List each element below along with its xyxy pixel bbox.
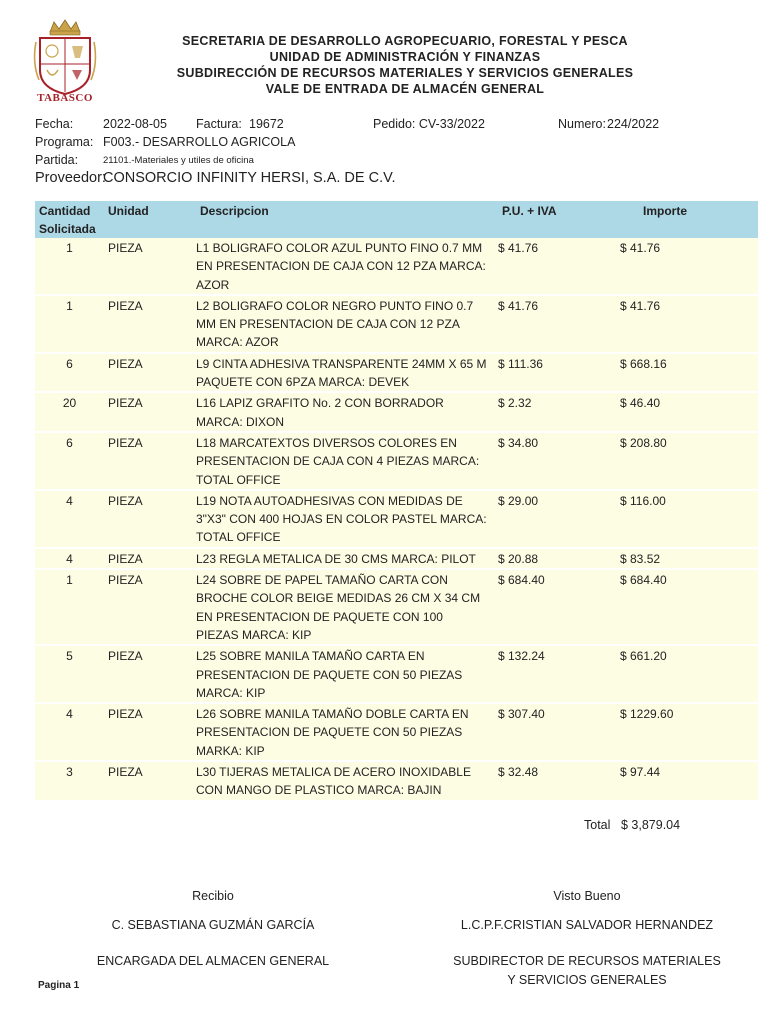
table-row <box>35 353 758 393</box>
table-row <box>35 392 758 432</box>
cell-unidad: PIEZA <box>104 392 196 432</box>
col-header-cantidad-line1: Cantidad <box>39 204 91 218</box>
cell-pu-iva: $ 32.48 <box>494 761 618 800</box>
recibio-label: Recibio <box>192 889 234 903</box>
seal-name-text: TABASCO <box>37 92 93 104</box>
cell-descripcion: L26 SOBRE MANILA TAMAÑO DOBLE CARTA EN PRESENTACION DE PAQUETE CON 50 PIEZAS MARKA: KIP <box>196 703 494 761</box>
cell-cantidad: 3 <box>35 761 104 800</box>
col-header-descripcion <box>196 201 494 238</box>
cell-descripcion: L9 CINTA ADHESIVA TRANSPARENTE 24MM X 65 M PAQUETE CON 6PZA MARCA: DEVEK <box>196 353 494 393</box>
cell-unidad: PIEZA <box>108 241 143 255</box>
cell-descripcion: L30 TIJERAS METALICA DE ACERO INOXIDABLE CON MANGO DE PLASTICO MARCA: BAJIN <box>196 761 494 800</box>
numero-label: Numero: <box>558 117 606 131</box>
table-row <box>35 703 758 761</box>
visto-bueno-name: L.C.P.F.CRISTIAN SALVADOR HERNANDEZ <box>460 918 714 932</box>
col-header-cantidad-line2: Solicitada <box>39 222 96 236</box>
document-title: VALE DE ENTRADA DE ALMACÉN GENERAL <box>265 82 545 96</box>
cell-descripcion: L24 SOBRE DE PAPEL TAMAÑO CARTA CON BROCHE COLOR BEIGE MEDIDAS 26 CM X 34 CM EN PRESENTACION DE PAQUETE CON 100 PIEZAS MARCA: KIP <box>196 569 494 645</box>
cell-importe: $ 1229.60 <box>618 703 758 761</box>
programa-value: F003.- DESARROLLO AGRICOLA <box>103 135 296 149</box>
visto-bueno-title-2: Y SERVICIOS GENERALES <box>507 973 667 987</box>
cell-importe: $ 46.40 <box>618 392 758 432</box>
table-row <box>35 432 758 490</box>
proveedor-label: Proveedor: <box>35 170 106 186</box>
cell-cantidad: 5 <box>35 645 104 703</box>
cell-importe: $ 661.20 <box>618 645 758 703</box>
pedido-value: Pedido: CV-33/2022 <box>373 117 485 131</box>
cell-unidad: PIEZA <box>104 761 196 800</box>
numero-value: 224/2022 <box>607 117 660 131</box>
programa-label: Programa: <box>35 135 94 149</box>
col-header-unidad-text: Unidad <box>108 204 149 218</box>
cell-descripcion: L25 SOBRE MANILA TAMAÑO CARTA EN PRESENTACION DE PAQUETE CON 50 PIEZAS MARCA: KIP <box>196 645 494 703</box>
col-header-descripcion-text: Descripcion <box>200 204 269 218</box>
cell-importe: $ 41.76 <box>618 295 758 353</box>
table-row <box>35 645 758 703</box>
table-row <box>35 548 758 569</box>
partida-label: Partida: <box>35 153 79 167</box>
table-header-row <box>35 201 758 238</box>
cell-pu-iva: $ 41.76 <box>498 241 539 255</box>
table-row <box>35 238 758 295</box>
cell-descripcion: L1 BOLIGRAFO COLOR AZUL PUNTO FINO 0.7 MM EN PRESENTACION DE CAJA CON 12 PZA MARCA: AZOR <box>196 241 486 292</box>
cell-unidad: PIEZA <box>104 432 196 490</box>
visto-bueno-label: Visto Bueno <box>553 889 621 903</box>
fecha-value: 2022-08-05 <box>103 117 167 131</box>
cell-descripcion: L19 NOTA AUTOADHESIVAS CON MEDIDAS DE 3"X3" CON 400 HOJAS EN COLOR PASTEL MARCA: TOTAL OFFICE <box>196 490 494 548</box>
cell-cantidad: 1 <box>66 241 73 255</box>
header-unidad: UNIDAD DE ADMINISTRACIÓN Y FINANZAS <box>269 50 541 64</box>
cell-cantidad: 6 <box>35 432 104 490</box>
cell-unidad: PIEZA <box>104 645 196 703</box>
col-header-unidad <box>104 201 196 238</box>
cell-pu-iva: $ 41.76 <box>494 295 618 353</box>
cell-cantidad: 4 <box>35 490 104 548</box>
cell-cantidad: 4 <box>35 703 104 761</box>
cell-importe: $ 83.52 <box>618 548 758 569</box>
col-header-cantidad <box>35 201 104 238</box>
cell-descripcion: L2 BOLIGRAFO COLOR NEGRO PUNTO FINO 0.7 MM EN PRESENTACION DE CAJA CON 12 PZA MARCA: AZOR <box>196 295 494 353</box>
cell-unidad: PIEZA <box>104 353 196 393</box>
cell-unidad: PIEZA <box>104 490 196 548</box>
table-row <box>35 295 758 353</box>
document-header <box>150 33 660 97</box>
cell-pu-iva: $ 34.80 <box>494 432 618 490</box>
cell-cantidad: 1 <box>35 569 104 645</box>
cell-pu-iva: $ 132.24 <box>494 645 618 703</box>
recibio-name: C. SEBASTIANA GUZMÁN GARCÍA <box>111 918 315 932</box>
items-table <box>35 201 758 800</box>
cell-unidad: PIEZA <box>104 703 196 761</box>
cell-cantidad: 1 <box>35 295 104 353</box>
header-secretaria: SECRETARIA DE DESARROLLO AGROPECUARIO, FORESTAL Y PESCA <box>182 34 628 48</box>
cell-cantidad: 6 <box>35 353 104 393</box>
cell-importe: $ 97.44 <box>618 761 758 800</box>
col-header-importe <box>618 201 758 238</box>
cell-descripcion: L18 MARCATEXTOS DIVERSOS COLORES EN PRESENTACION DE CAJA CON 4 PIEZAS MARCA: TOTAL OFFICE <box>196 432 494 490</box>
col-header-importe-text: Importe <box>643 204 688 218</box>
header-subdireccion: SUBDIRECCIÓN DE RECURSOS MATERIALES Y SERVICIOS GENERALES <box>176 66 634 80</box>
col-header-pu-text: P.U. + IVA <box>502 204 557 218</box>
factura-label: Factura: <box>196 117 242 131</box>
cell-pu-iva: $ 20.88 <box>494 548 618 569</box>
visto-bueno-title-1: SUBDIRECTOR DE RECURSOS MATERIALES <box>453 954 721 968</box>
cell-pu-iva: $ 29.00 <box>494 490 618 548</box>
cell-pu-iva: $ 2.32 <box>494 392 618 432</box>
cell-unidad: PIEZA <box>104 295 196 353</box>
cell-descripcion: L16 LAPIZ GRAFITO No. 2 CON BORRADOR MARCA: DIXON <box>196 392 494 432</box>
cell-unidad: PIEZA <box>104 569 196 645</box>
partida-value: 21101.-Materiales y utiles de oficina <box>103 155 254 166</box>
total-value: $ 3,879.04 <box>621 818 681 832</box>
cell-pu-iva: $ 111.36 <box>494 353 618 393</box>
proveedor-value: CONSORCIO INFINITY HERSI, S.A. DE C.V. <box>103 170 396 186</box>
cell-pu-iva: $ 684.40 <box>494 569 618 645</box>
cell-cantidad: 4 <box>35 548 104 569</box>
table-row <box>35 569 758 645</box>
table-row <box>35 761 758 800</box>
cell-cantidad: 20 <box>35 392 104 432</box>
cell-importe: $ 116.00 <box>618 490 758 548</box>
page-number: Pagina 1 <box>38 980 80 991</box>
cell-importe: $ 668.16 <box>618 353 758 393</box>
fecha-label: Fecha: <box>35 117 74 131</box>
cell-unidad: PIEZA <box>104 548 196 569</box>
cell-importe: $ 41.76 <box>620 241 661 255</box>
recibio-title: ENCARGADA DEL ALMACEN GENERAL <box>96 954 330 968</box>
cell-descripcion: L23 REGLA METALICA DE 30 CMS MARCA: PILOT <box>196 548 494 569</box>
total-label: Total <box>584 818 611 832</box>
factura-value: 19672 <box>249 117 284 131</box>
table-row <box>35 490 758 548</box>
cell-pu-iva: $ 307.40 <box>494 703 618 761</box>
cell-importe: $ 208.80 <box>618 432 758 490</box>
col-header-pu <box>494 201 618 238</box>
cell-importe: $ 684.40 <box>618 569 758 645</box>
